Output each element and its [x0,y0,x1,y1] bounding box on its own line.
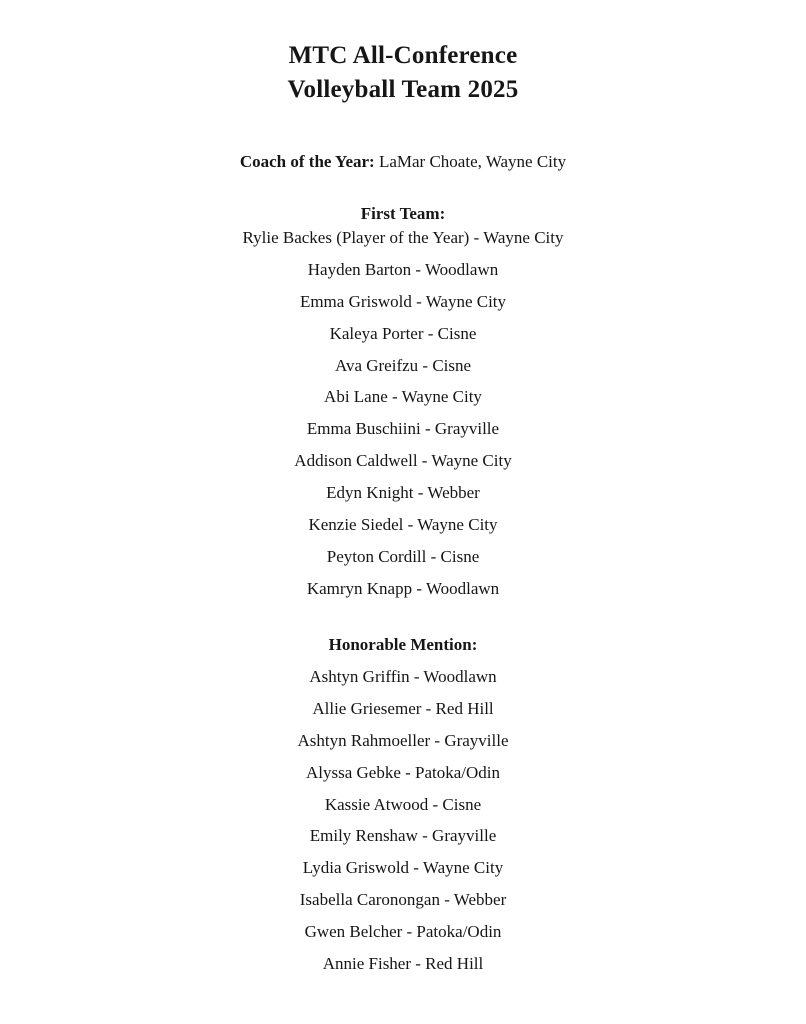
honorable-mention-player: Ashtyn Rahmoeller - Grayville [297,730,509,750]
honorable-mention-heading: Honorable Mention: [328,635,478,654]
honorable-mention-list [0,666,806,985]
document-title-line-2: Volleyball Team 2025 [287,76,519,103]
first-team-player: Rylie Backes (Player of the Year) - Wayne City [242,228,564,247]
first-team-player: Abi Lane - Wayne City [324,387,482,407]
honorable-mention-player: Ashtyn Griffin - Woodlawn [309,667,497,686]
honorable-mention-player: Annie Fisher - Red Hill [322,954,484,974]
first-team-player: Ava Greifzu - Cisne [334,355,472,375]
first-team-player: Edyn Knight - Webber [326,483,480,503]
honorable-mention-player: Gwen Belcher - Patoka/Odin [304,922,502,942]
document-title-line-1: MTC All-Conference [288,42,518,69]
first-team-player: Kenzie Siedel - Wayne City [308,515,498,535]
coach-value: LaMar Choate, Wayne City [374,152,567,171]
first-team-player: Addison Caldwell - Wayne City [294,451,512,471]
first-team-heading: First Team: [360,204,446,223]
honorable-mention-player: Isabella Caronongan - Webber [299,890,507,910]
first-team-player: Hayden Barton - Woodlawn [307,259,499,279]
honorable-mention-player: Allie Griesemer - Red Hill [312,698,494,718]
honorable-mention-player: Emily Renshaw - Grayville [309,826,497,846]
honorable-mention-player: Kassie Atwood - Cisne [324,794,482,814]
first-team-player: Kamryn Knapp - Woodlawn [306,578,500,598]
first-team-player: Peyton Cordill - Cisne [326,546,480,566]
first-team-list [0,227,806,610]
coach-label: Coach of the Year: [239,152,375,171]
honorable-mention-player: Alyssa Gebke - Patoka/Odin [305,762,501,782]
first-team-player: Emma Buschiini - Grayville [306,419,500,439]
coach-of-the-year [0,150,806,174]
honorable-mention-player: Lydia Griswold - Wayne City [302,858,504,878]
first-team-player: Emma Griswold - Wayne City [299,291,507,311]
first-team-player: Kaleya Porter - Cisne [329,323,477,343]
